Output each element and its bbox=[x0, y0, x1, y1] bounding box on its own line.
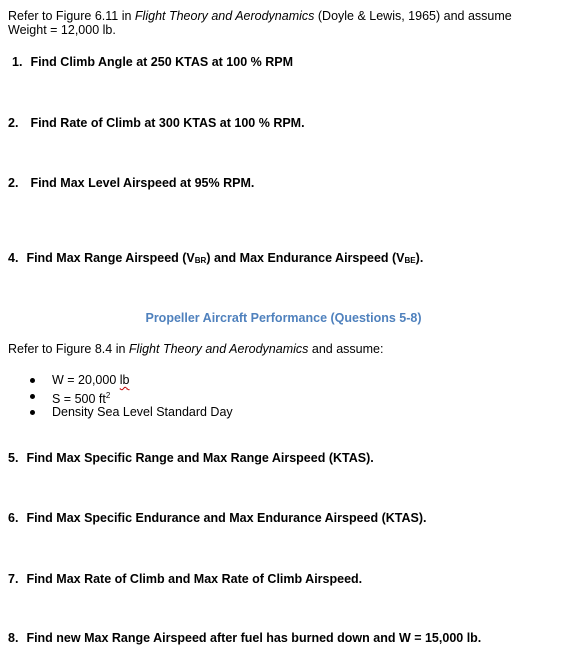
question-text: Find Rate of Climb at 300 KTAS at 100 % RPM. bbox=[30, 116, 305, 130]
question-text-post: ). bbox=[415, 251, 424, 265]
question-7 bbox=[8, 572, 559, 587]
squared-superscript: 2 bbox=[105, 391, 111, 400]
question-1 bbox=[12, 55, 559, 70]
question-text: Find new Max Range Airspeed after fuel has burned down and W = 15,000 lb. bbox=[26, 631, 482, 645]
question-number: 8. bbox=[8, 631, 19, 645]
question-2 bbox=[8, 116, 559, 131]
question-4 bbox=[8, 251, 559, 268]
question-3 bbox=[8, 176, 559, 191]
bullet-icon bbox=[30, 378, 35, 383]
question-number: 1. bbox=[12, 55, 23, 69]
question-number: 5. bbox=[8, 451, 19, 465]
question-text: Find Climb Angle at 250 KTAS at 100 % RPM bbox=[30, 55, 293, 69]
part2-intro bbox=[8, 342, 559, 357]
question-5 bbox=[8, 451, 559, 466]
part2-intro-pre: Refer to Figure 8.4 in bbox=[8, 342, 129, 356]
question-text: Find Max Specific Range and Max Range Airspeed (KTAS). bbox=[26, 451, 374, 465]
part2-intro-post: and assume: bbox=[308, 342, 384, 356]
intro-paragraph bbox=[8, 9, 559, 37]
intro-text-pre: Refer to Figure 6.11 in bbox=[8, 9, 135, 23]
question-number: 7. bbox=[8, 572, 19, 586]
assumption-weight: W = 20,000 lb bbox=[26, 372, 233, 388]
section-title: Propeller Aircraft Performance (Questions 5-8) bbox=[145, 311, 422, 325]
question-8 bbox=[8, 631, 559, 646]
question-number: 6. bbox=[8, 511, 19, 525]
bullet-icon bbox=[30, 394, 35, 399]
question-text-mid: ) and Max Endurance Airspeed (V bbox=[206, 251, 405, 265]
question-text: Find Max Specific Endurance and Max Endurance Airspeed (KTAS). bbox=[26, 511, 427, 525]
question-number: 2. bbox=[8, 116, 19, 130]
vbe-subscript: BE bbox=[404, 256, 416, 265]
question-text: Find Max Level Airspeed at 95% RPM. bbox=[30, 176, 255, 190]
question-6 bbox=[8, 511, 559, 526]
intro-text-post: (Doyle & Lewis, 1965) and assume bbox=[314, 9, 512, 23]
spellcheck-word[interactable]: lb bbox=[119, 373, 130, 387]
question-number: 2. bbox=[8, 176, 19, 190]
bullet-icon bbox=[30, 410, 35, 415]
question-text-pre: Find Max Range Airspeed (V bbox=[26, 251, 195, 265]
assumption-area: S = 500 $ft^2$ bbox=[26, 388, 233, 404]
assumption-density: Density Sea Level Standard Day bbox=[26, 404, 233, 420]
vbr-subscript: BR bbox=[194, 256, 207, 265]
intro-weight: Weight = 12,000 lb. bbox=[8, 23, 116, 37]
assumption-list bbox=[26, 372, 233, 420]
book-title: Flight Theory and Aerodynamics bbox=[128, 342, 309, 356]
question-text: Find Max Rate of Climb and Max Rate of Climb Airspeed. bbox=[26, 572, 363, 586]
book-title: Flight Theory and Aerodynamics bbox=[134, 9, 315, 23]
question-number: 4. bbox=[8, 251, 19, 265]
